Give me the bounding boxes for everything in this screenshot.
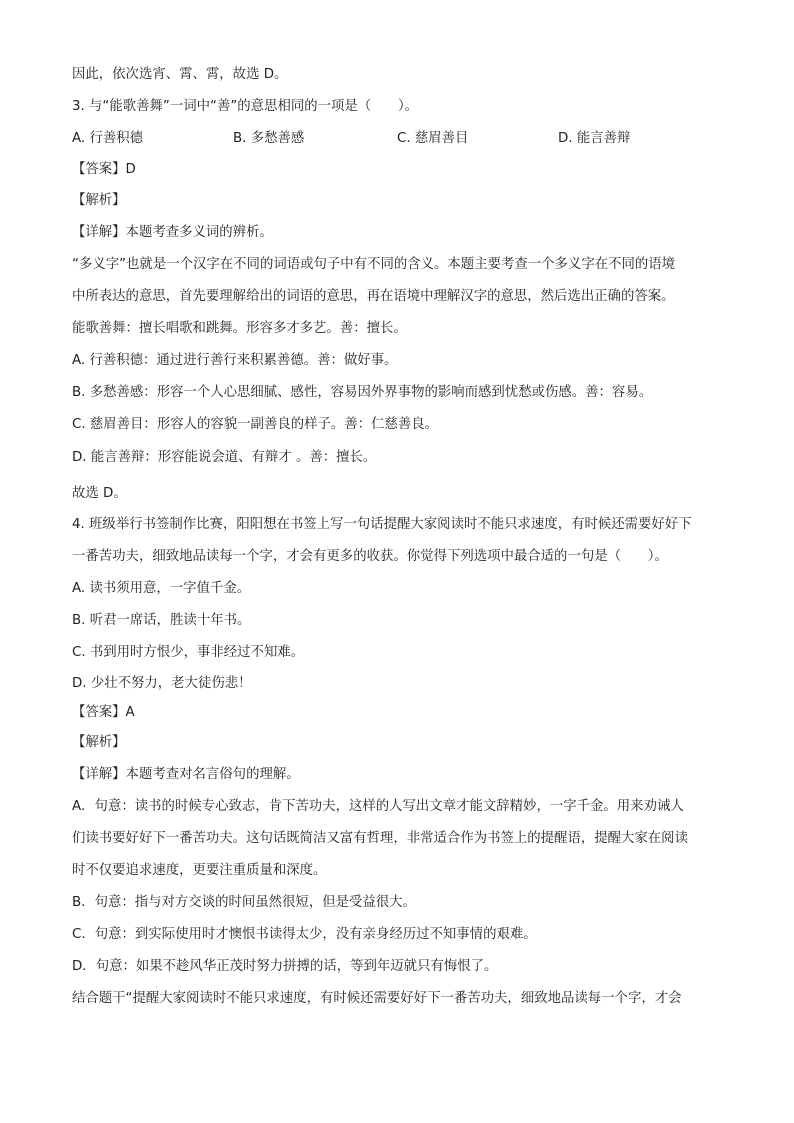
text-line: A．句意：读书的时候专心致志，肯下苦功夫，这样的人写出文章才能文辞精妙，一字千金。用来劝诫人 <box>72 799 684 814</box>
text-line: 能歌善舞：擅长唱歌和跳舞。形容多才多艺。善：擅长。 <box>72 321 407 336</box>
text-line: “多义字”也就是一个汉字在不同的词语或句子中有不同的含义。本题主要考查一个多义字在不同的语境 <box>72 257 676 272</box>
text-line: B．句意：指与对方交谈的时间虽然很短，但是受益很大。 <box>72 895 416 910</box>
text-line: 故选 D。 <box>72 486 127 501</box>
option-b: B. 听君一席话，胜读十年书。 <box>72 613 251 628</box>
answer-label: 【答案】D <box>72 162 136 177</box>
answer-label: 【答案】A <box>72 705 135 720</box>
text-line: 因此，依次选宵、霄、霄，故选 D。 <box>72 67 288 82</box>
text-line: 结合题干“提醒大家阅读时不能只求速度，有时候还需要好好下一番苦功夫，细致地品读每一个字，才会 <box>72 991 682 1006</box>
detail-label: 【详解】本题考查对名言俗句的理解。 <box>72 767 300 782</box>
text-line: D．句意：如果不趁风华正茂时努力拼搏的话，等到年迈就只有悔恨了。 <box>72 959 498 974</box>
text-line: 时不仅要追求速度，更要注重质量和深度。 <box>72 863 327 878</box>
question-4: 4. 班级举行书签制作比赛，阳阳想在书签上写一句话提醒大家阅读时不能只求速度，有时候还需要好好下 <box>72 517 692 532</box>
option-a: A. 读书须用意，一字值千金。 <box>72 581 251 596</box>
option-b: B. 多愁善感 <box>233 131 305 146</box>
text-line: 们读书要好好下一番苦功夫。这句话既简洁又富有哲理，非常适合作为书签上的提醒语，提醒大家在阅读 <box>72 831 688 846</box>
text-line: 中所表达的意思，首先要理解给出的词语的意思，再在语境中理解汉字的意思，然后选出正确的答案。 <box>72 289 675 304</box>
text-line: C. 慈眉善目：形容人的容貌一副善良的样子。善：仁慈善良。 <box>72 417 439 432</box>
option-d: D. 少壮不努力，老大徒伤悲！ <box>72 676 252 691</box>
question-3: 3. 与“能歌善舞”一词中“善”的意思相同的一项是（ ）。 <box>72 99 419 114</box>
option-a: A. 行善积德 <box>72 131 143 146</box>
text-line: D. 能言善辩：形容能说会道、有辩才 。善：擅长。 <box>72 450 377 465</box>
option-c: C. 书到用时方恨少，事非经过不知难。 <box>72 645 305 660</box>
analysis-label: 【解析】 <box>72 735 126 750</box>
text-line: C．句意：到实际使用时才懊恨书读得太少，没有亲身经历过不知事情的艰难。 <box>72 927 537 942</box>
options-row <box>72 132 722 148</box>
text-line: A. 行善积德：通过进行善行来积累善德。善：做好事。 <box>72 353 398 368</box>
option-d: D. 能言善辩 <box>558 131 631 146</box>
detail-label: 【详解】本题考查多义词的辨析。 <box>72 225 273 240</box>
analysis-label: 【解析】 <box>72 193 126 208</box>
option-c: C. 慈眉善目 <box>397 131 469 146</box>
text-line: 一番苦功夫，细致地品读每一个字，才会有更多的收获。你觉得下列选项中最合适的一句是（ ）。 <box>72 549 668 564</box>
text-line: B. 多愁善感：形容一个人心思细腻、感性，容易因外界事物的影响而感到忧愁或伤感。善：容易。 <box>72 385 653 400</box>
